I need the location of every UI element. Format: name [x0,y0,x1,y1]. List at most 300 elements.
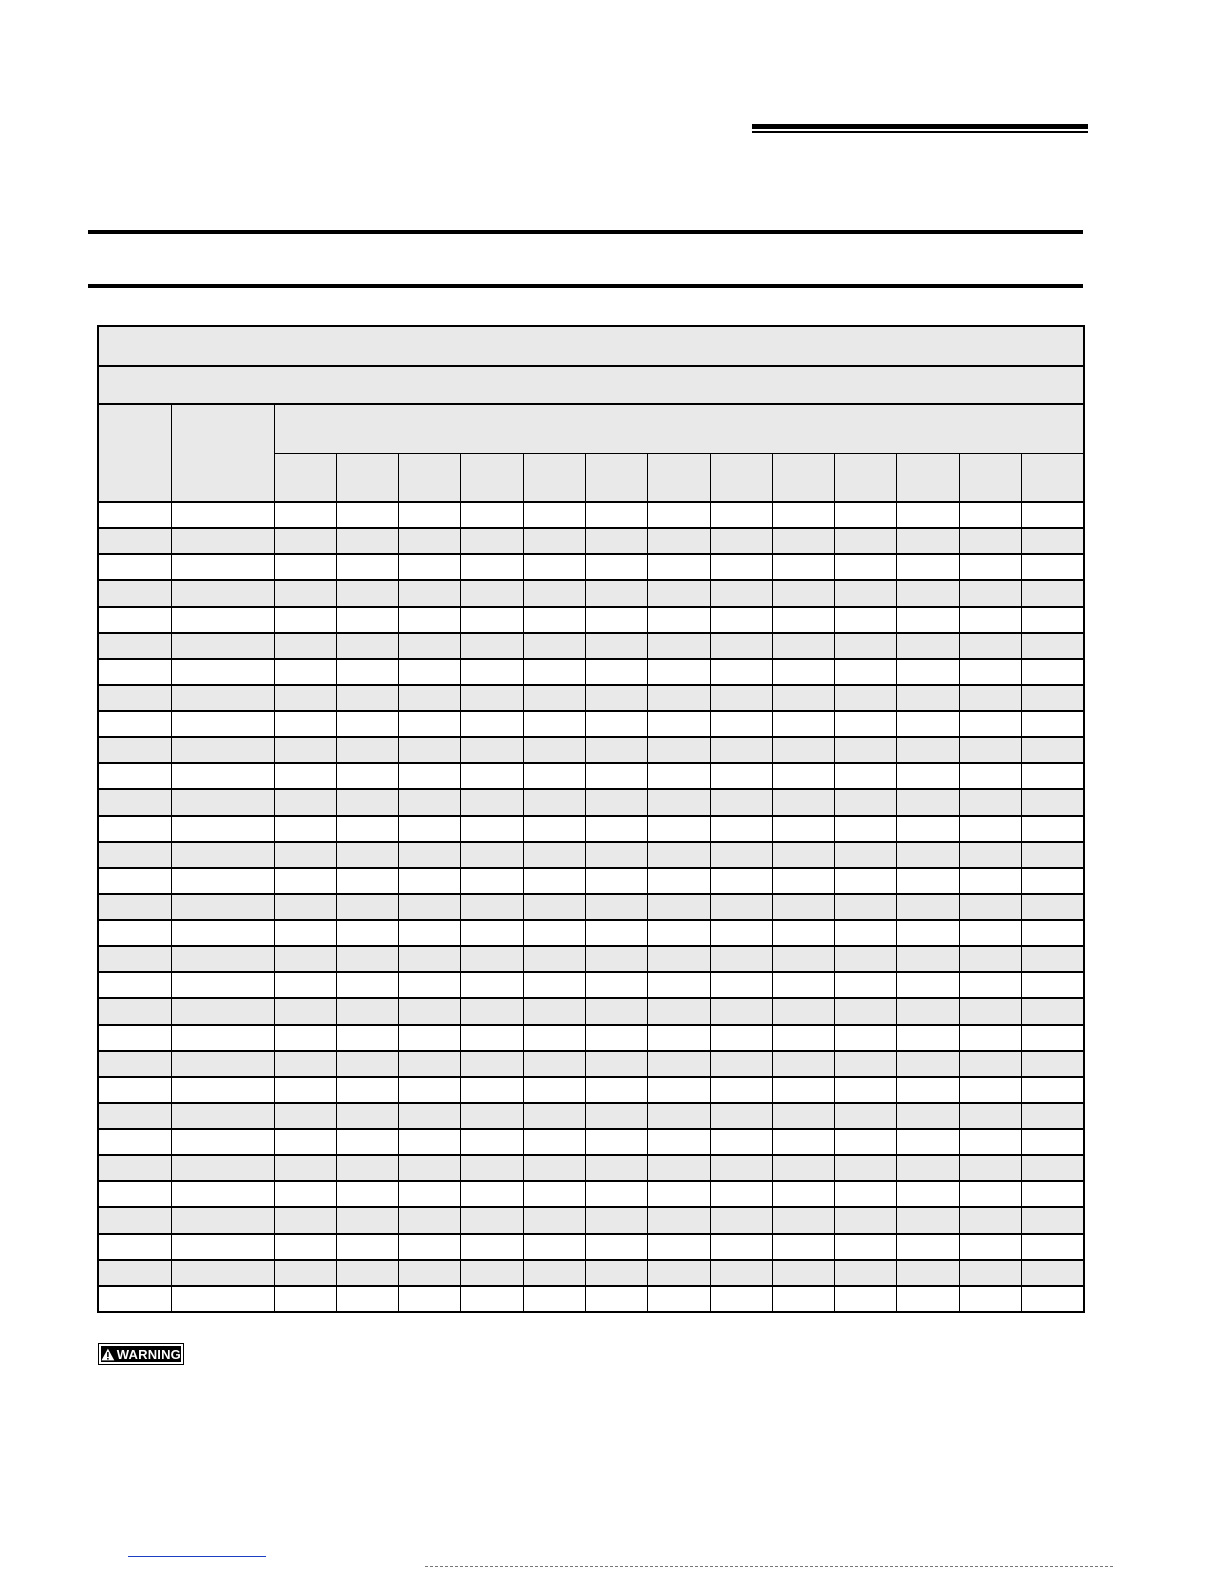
table-cell [835,1051,897,1077]
table-cell [523,1129,585,1155]
table-cell [98,502,171,528]
table-row [98,607,1084,633]
table-title-row [98,326,1084,366]
table-cell [835,502,897,528]
table-cell [274,816,336,842]
table-cell [710,946,772,972]
table-cell [710,1286,772,1312]
table-cell [399,1181,461,1207]
table-cell [897,816,959,842]
table-cell [523,868,585,894]
table-cell [171,554,274,580]
table-cell [274,607,336,633]
table-cell [98,607,171,633]
table-cell [461,685,523,711]
table-cell [585,842,647,868]
table-cell [897,737,959,763]
table-cell [336,554,398,580]
table-cell [648,1234,710,1260]
table-cell [523,1207,585,1233]
table-cell [897,633,959,659]
table-cell [710,998,772,1024]
table-cell [772,1077,834,1103]
table-cell [959,659,1021,685]
table-row [98,1234,1084,1260]
table-cell [98,1129,171,1155]
table-cell [336,685,398,711]
table-cell [171,1103,274,1129]
table-cell [585,659,647,685]
table-cell [648,972,710,998]
table-cell [648,1129,710,1155]
table-cell [648,920,710,946]
table-cell [98,868,171,894]
table-cell [523,789,585,815]
table-cell [523,1286,585,1312]
table-row [98,580,1084,606]
table-cell [710,920,772,946]
table-cell [98,528,171,554]
table-cell [1022,633,1084,659]
table-cell [1022,1103,1084,1129]
table-cell [1022,868,1084,894]
table-cell [336,1155,398,1181]
table-cell [98,1155,171,1181]
table-cell [772,1103,834,1129]
table-cell [585,816,647,842]
table-cell [710,816,772,842]
table-cell [585,946,647,972]
header-rule-thick [752,124,1088,129]
table-cell [772,607,834,633]
table-cell [523,763,585,789]
table-cell [1022,502,1084,528]
table-cell [835,607,897,633]
table-cell [274,763,336,789]
table-cell [897,789,959,815]
table-cell [710,894,772,920]
table-cell [171,1077,274,1103]
table-cell [959,1207,1021,1233]
table-cell [835,1260,897,1286]
table-cell [461,528,523,554]
table-row [98,1129,1084,1155]
table-cell [274,1286,336,1312]
table-cell [1022,1077,1084,1103]
table-cell [585,685,647,711]
table-cell [897,1077,959,1103]
table-title [98,326,1084,366]
table-cell [710,1025,772,1051]
table-cell [399,842,461,868]
header-cell-group [274,404,1084,453]
table-cell [1022,659,1084,685]
table-cell [710,972,772,998]
table-cell [772,1129,834,1155]
table-cell [98,920,171,946]
table-cell [461,607,523,633]
table-cell [399,868,461,894]
table-cell [897,1129,959,1155]
table-cell [959,1286,1021,1312]
table-cell [399,1051,461,1077]
table-cell [648,580,710,606]
table-cell [98,763,171,789]
table-cell [523,711,585,737]
table-cell [772,633,834,659]
table-cell [461,1181,523,1207]
table-cell [523,633,585,659]
table-cell [585,711,647,737]
table-cell [1022,894,1084,920]
table-cell [274,1129,336,1155]
table-cell [171,894,274,920]
subheader-cell [461,453,523,502]
subheader-cell [336,453,398,502]
table-cell [835,998,897,1024]
table-cell [585,1207,647,1233]
table-cell [959,868,1021,894]
table-cell [1022,1051,1084,1077]
table-cell [171,711,274,737]
footer-dashed-rule [425,1566,1115,1567]
table-cell [461,1260,523,1286]
table-cell [399,920,461,946]
table-cell [98,1260,171,1286]
table-cell [897,842,959,868]
table-cell [336,763,398,789]
table-cell [399,607,461,633]
table-cell [336,502,398,528]
table-cell [835,1077,897,1103]
table-cell [1022,920,1084,946]
table-cell [523,1077,585,1103]
table-cell [98,554,171,580]
table-cell [772,789,834,815]
header-rule-thin [752,131,1088,133]
subheader-cell [399,453,461,502]
table-cell [772,816,834,842]
table-cell [98,711,171,737]
table-cell [461,972,523,998]
table-cell [399,554,461,580]
table-row [98,920,1084,946]
table-cell [98,659,171,685]
table-cell [585,1286,647,1312]
table-cell [959,763,1021,789]
table-cell [274,868,336,894]
table-cell [274,711,336,737]
table-cell [959,972,1021,998]
table-cell [336,1025,398,1051]
table-cell [648,1077,710,1103]
table-cell [98,633,171,659]
table-cell [585,1103,647,1129]
table-cell [897,659,959,685]
table-cell [1022,685,1084,711]
table-cell [1022,580,1084,606]
table-cell [461,711,523,737]
table-cell [772,894,834,920]
table-row [98,894,1084,920]
table-cell [585,1051,647,1077]
table-cell [171,1155,274,1181]
table-cell [399,659,461,685]
table-cell [585,1025,647,1051]
table-cell [171,1207,274,1233]
table-cell [98,894,171,920]
table-cell [461,1077,523,1103]
table-cell [772,528,834,554]
table-cell [959,554,1021,580]
table-cell [399,946,461,972]
table-cell [399,685,461,711]
table-cell [897,1103,959,1129]
table-row [98,1025,1084,1051]
table-cell [98,1103,171,1129]
table-cell [523,972,585,998]
table-cell [336,1077,398,1103]
table-cell [835,789,897,815]
table-cell [897,711,959,737]
table-cell [274,789,336,815]
table-cell [171,763,274,789]
table-cell [835,633,897,659]
table-cell [171,789,274,815]
table-cell [585,607,647,633]
table-cell [897,580,959,606]
table-cell [98,816,171,842]
table-row [98,1260,1084,1286]
table-cell [835,659,897,685]
table-cell [772,554,834,580]
table-cell [523,1051,585,1077]
table-cell [585,1234,647,1260]
table-cell [710,868,772,894]
table-cell [274,1207,336,1233]
table-cell [461,920,523,946]
table-row [98,816,1084,842]
table-cell [399,1207,461,1233]
table-cell [1022,528,1084,554]
table-cell [274,1155,336,1181]
table-cell [959,1181,1021,1207]
table-cell [959,998,1021,1024]
table-cell [1022,763,1084,789]
table-cell [585,528,647,554]
table-cell [897,972,959,998]
table-cell [98,1181,171,1207]
table-cell [171,1286,274,1312]
subheader-cell [835,453,897,502]
table-row [98,659,1084,685]
table-cell [959,1234,1021,1260]
table-cell [959,633,1021,659]
table-cell [648,894,710,920]
table-cell [523,685,585,711]
table-cell [171,737,274,763]
table-cell [461,1103,523,1129]
table-cell [772,946,834,972]
table-cell [336,1234,398,1260]
table-cell [959,1025,1021,1051]
table-cell [897,607,959,633]
table-cell [274,659,336,685]
table-cell [171,659,274,685]
table-cell [897,1286,959,1312]
table-cell [897,528,959,554]
table-row [98,946,1084,972]
table-cell [523,1260,585,1286]
table-row [98,737,1084,763]
table-row [98,1077,1084,1103]
table-cell [835,1181,897,1207]
table-cell [461,1155,523,1181]
header-cell-col1 [98,404,171,502]
table-cell [336,633,398,659]
table-cell [399,633,461,659]
table-cell [98,1207,171,1233]
table-cell [523,737,585,763]
table-cell [399,1025,461,1051]
table-cell [461,868,523,894]
table-cell [959,789,1021,815]
table-cell [1022,946,1084,972]
table-cell [171,920,274,946]
table-cell [710,607,772,633]
table-row [98,528,1084,554]
table-body [98,502,1084,1312]
table-cell [897,1260,959,1286]
table-cell [648,1260,710,1286]
table-cell [772,711,834,737]
table-row [98,502,1084,528]
table-cell [1022,1181,1084,1207]
table-cell [336,1286,398,1312]
table-cell [274,1025,336,1051]
table-row [98,554,1084,580]
table-cell [835,711,897,737]
table-cell [959,502,1021,528]
table-cell [585,972,647,998]
table-cell [835,763,897,789]
table-cell [399,1103,461,1129]
table-cell [710,763,772,789]
subheader-cell [959,453,1021,502]
table-cell [399,763,461,789]
table-cell [835,554,897,580]
table-cell [523,659,585,685]
table-cell [274,998,336,1024]
table-cell [772,972,834,998]
table-cell [772,998,834,1024]
table-cell [98,972,171,998]
table-cell [772,1207,834,1233]
table-cell [274,502,336,528]
table-cell [399,1129,461,1155]
table-cell [710,1181,772,1207]
table-cell [98,1077,171,1103]
table-cell [959,607,1021,633]
table-cell [336,1260,398,1286]
table-cell [171,1260,274,1286]
table-cell [336,1129,398,1155]
table-cell [1022,1207,1084,1233]
table-cell [835,1025,897,1051]
table-cell [399,816,461,842]
table-cell [710,633,772,659]
warning-triangle-icon [101,1348,115,1361]
table-cell [835,528,897,554]
table-cell [648,789,710,815]
table-cell [835,868,897,894]
table-row [98,1286,1084,1312]
table-cell [959,580,1021,606]
table-cell [336,842,398,868]
table-cell [399,502,461,528]
table-cell [710,1207,772,1233]
table-cell [274,580,336,606]
table-cell [835,1286,897,1312]
table-cell [897,894,959,920]
table-cell [523,816,585,842]
table-cell [585,737,647,763]
table-cell [585,554,647,580]
table-cell [1022,554,1084,580]
table-cell [897,763,959,789]
table-cell [523,1234,585,1260]
table-cell [959,528,1021,554]
table-cell [399,711,461,737]
table-cell [399,1234,461,1260]
table-cell [710,554,772,580]
table-cell [835,1207,897,1233]
table-cell [98,580,171,606]
table-cell [523,920,585,946]
table-cell [171,528,274,554]
table-cell [274,737,336,763]
table-cell [897,685,959,711]
table-cell [399,998,461,1024]
table-cell [648,1181,710,1207]
table-cell [461,580,523,606]
table-cell [336,1103,398,1129]
table-cell [772,920,834,946]
table-cell [523,580,585,606]
table-cell [585,633,647,659]
table-cell [336,737,398,763]
table-row [98,1155,1084,1181]
table-cell [274,1234,336,1260]
table-cell [274,920,336,946]
table-cell [523,554,585,580]
table-cell [585,789,647,815]
table-cell [98,685,171,711]
table-cell [98,1286,171,1312]
table-cell [171,842,274,868]
table-cell [171,685,274,711]
table-cell [399,1077,461,1103]
table-cell [461,1129,523,1155]
table-cell [461,894,523,920]
table-cell [171,1025,274,1051]
table-cell [274,554,336,580]
table-row [98,1181,1084,1207]
table-cell [959,1129,1021,1155]
table-cell [897,502,959,528]
section-rule-bottom [88,284,1083,288]
warning-label-box [101,1346,181,1362]
